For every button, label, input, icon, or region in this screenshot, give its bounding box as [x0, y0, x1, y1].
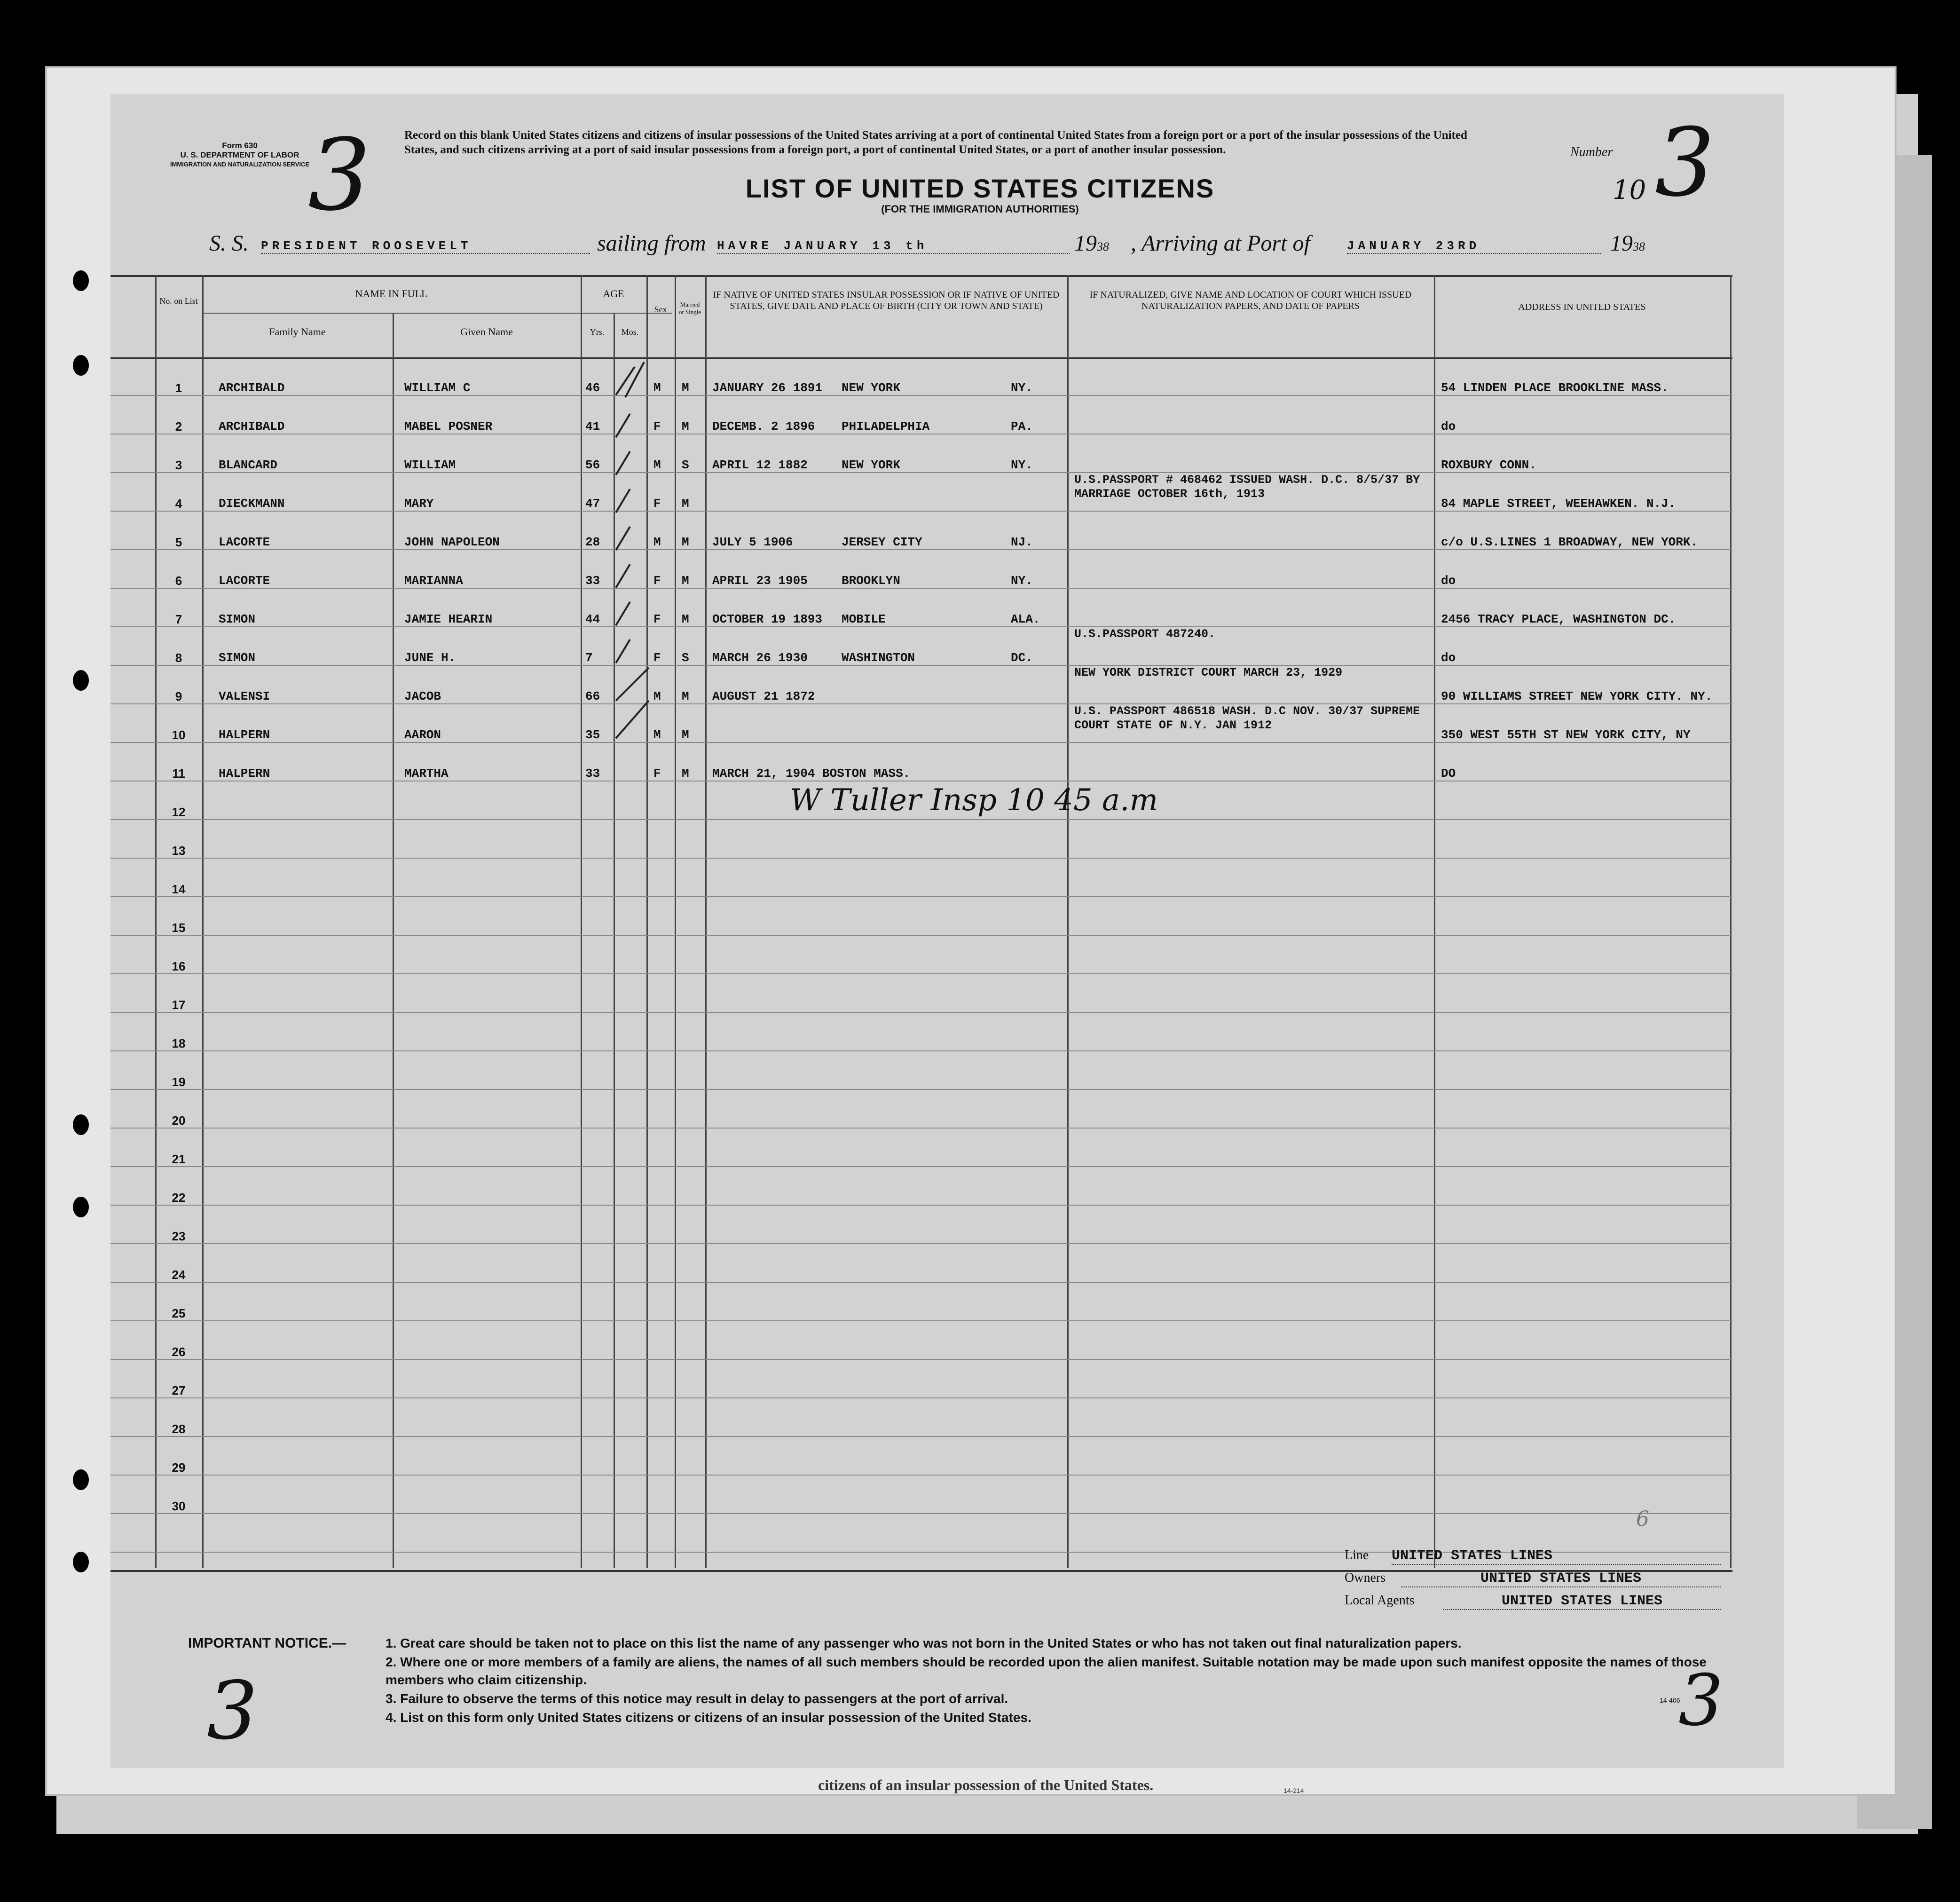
notice-item: 4. List on this form only United States citizens or citizens of an insular possession of the United States.: [386, 1710, 1031, 1725]
table-row: [0, 1220, 1960, 1258]
given-name: MABEL POSNER: [404, 419, 493, 434]
given-name: WILLIAM: [404, 458, 456, 472]
row-number: 10: [172, 728, 186, 742]
department: U. S. DEPARTMENT OF LABOR: [180, 150, 299, 159]
agents-value: UNITED STATES LINES: [1443, 1593, 1721, 1610]
birth-state: NY.: [1011, 574, 1033, 588]
line-field: [1345, 1548, 1725, 1563]
row-number: 15: [172, 921, 186, 935]
row-number: 14: [172, 882, 186, 896]
table-row: [0, 627, 1960, 680]
sex: F: [653, 419, 661, 434]
age-years: 47: [585, 497, 600, 511]
age-years: 35: [585, 728, 600, 742]
inspector-signature: W Tuller Insp 10 45 a.m: [790, 783, 1158, 818]
given-name: MARTHA: [404, 766, 449, 781]
table-row: [0, 1297, 1960, 1335]
sex: F: [653, 497, 661, 511]
birth-state: PA.: [1011, 419, 1033, 434]
table-row: [0, 603, 1960, 641]
table-row: [0, 873, 1960, 911]
family-name: DIECKMANN: [219, 497, 285, 511]
table-row: [0, 1490, 1960, 1528]
check-marks: [602, 353, 677, 785]
birth-city: MOBILE: [842, 612, 886, 626]
notice-item: 3. Failure to observe the terms of this notice may result in delay to passengers at the port of arrival.: [386, 1691, 1008, 1706]
table-row: [0, 911, 1960, 950]
birth-city: BROOKLYN: [842, 574, 900, 588]
line-value: UNITED STATES LINES: [1392, 1548, 1721, 1565]
ss-label: S. S.: [209, 231, 249, 256]
form-instructions: Record on this blank United States citizens and citizens of insular possessions of the United States arriving at a port of continental United States from a foreign port or a port of the insular possessions of the United States, and such citizens arriving at a port of said insular possessions from a foreign port, a port of continental United States, or a port of another insular possession.: [404, 129, 1467, 156]
birth-date: MARCH 26 1930: [712, 651, 808, 665]
birth-city: JERSEY CITY: [842, 535, 922, 549]
page-subtitle: (FOR THE IMMIGRATION AUTHORITIES): [881, 203, 1079, 215]
row-number: 19: [172, 1075, 186, 1089]
birth-city: PHILADELPHIA: [842, 419, 930, 434]
family-name: LACORTE: [219, 574, 270, 588]
address: 84 MAPLE STREET, WEEHAWKEN. N.J.: [1441, 497, 1676, 511]
year2: [1610, 230, 1645, 256]
table-row: [0, 564, 1960, 603]
family-name: ARCHIBALD: [219, 381, 285, 395]
table-row: [0, 1258, 1960, 1297]
family-name: SIMON: [219, 651, 256, 665]
header-divider: [110, 357, 1732, 359]
year1-prefix: 19: [1074, 231, 1097, 256]
address: do: [1441, 651, 1456, 665]
address: 2456 TRACY PLACE, WASHINGTON DC.: [1441, 612, 1676, 626]
owners-value: UNITED STATES LINES: [1401, 1571, 1721, 1587]
notice-item: 1. Great care should be taken not to place on this list the name of any passenger who was not born in the United States or who has not taken out final naturalization papers.: [386, 1636, 1462, 1650]
year1: [1074, 230, 1109, 256]
age-years: 56: [585, 458, 600, 472]
sex: F: [653, 574, 661, 588]
table-row: [0, 1374, 1960, 1413]
address: ROXBURY CONN.: [1441, 458, 1536, 472]
header-yrs: Yrs.: [590, 327, 605, 337]
naturalization-info: U.S. PASSPORT 486518 WASH. D.C NOV. 30/37 SUPREME COURT STATE OF N.Y. JAN 1912: [1074, 704, 1420, 732]
marital-status: M: [682, 612, 689, 626]
age-years: 28: [585, 535, 600, 549]
notice-list: [386, 1634, 1730, 1728]
row-number: 16: [172, 959, 186, 973]
number-sub: 10: [1613, 175, 1646, 205]
given-name: JAMIE HEARIN: [404, 612, 493, 626]
table-row: [0, 1143, 1960, 1181]
birth-state: NY.: [1011, 381, 1033, 395]
naturalization-info: U.S.PASSPORT # 468462 ISSUED WASH. D.C. 8/5/37 BY MARRIAGE OCTOBER 16th, 1913: [1074, 473, 1420, 501]
arrival-date: JANUARY 23RD: [1347, 239, 1601, 254]
family-name: VALENSI: [219, 689, 270, 703]
sex: F: [653, 651, 661, 665]
marital-status: M: [682, 574, 689, 588]
year1-suffix: 38: [1097, 240, 1109, 253]
row-number: 4: [175, 497, 182, 511]
row-number: 22: [172, 1191, 186, 1205]
row-number: 27: [172, 1383, 186, 1397]
table-row: [0, 473, 1960, 526]
form-number: Form 630: [222, 141, 258, 150]
table-row: [0, 704, 1960, 757]
row-number: 5: [175, 535, 182, 549]
birth-date: MARCH 21, 1904 BOSTON MASS.: [712, 766, 911, 781]
address: DO: [1441, 766, 1456, 781]
header-mos: Mos.: [621, 327, 639, 337]
birth-date: AUGUST 21 1872: [712, 689, 815, 703]
birth-date: DECEMB. 2 1896: [712, 419, 815, 434]
table-row: [0, 371, 1960, 410]
marital-status: M: [682, 535, 689, 549]
age-years: 44: [585, 612, 600, 626]
marital-status: M: [682, 689, 689, 703]
page-mark-bottom-right: 3: [1678, 1660, 1724, 1742]
birth-date: JULY 5 1906: [712, 535, 793, 549]
family-name: SIMON: [219, 612, 256, 626]
form-agency: [155, 141, 324, 169]
table-row: [0, 950, 1960, 988]
table-row: [0, 1104, 1960, 1143]
age-years: 7: [585, 651, 593, 665]
sex: M: [653, 535, 661, 549]
punch-hole: [73, 1552, 89, 1572]
table-row: [0, 834, 1960, 873]
table-row: [0, 1335, 1960, 1374]
family-name: HALPERN: [219, 766, 270, 781]
header-given-name: Given Name: [460, 326, 513, 338]
row-number: 12: [172, 805, 186, 819]
naturalization-info: U.S.PASSPORT 487240.: [1074, 627, 1216, 641]
age-years: 46: [585, 381, 600, 395]
row-number: 7: [175, 612, 182, 626]
header-age: AGE: [603, 288, 624, 300]
page-mark-bottom-left: 3: [207, 1665, 258, 1758]
page-mark-left: 3: [308, 118, 371, 233]
given-name: WILLIAM C: [404, 381, 471, 395]
given-name: JUNE H.: [404, 651, 456, 665]
number-label: Number: [1570, 145, 1613, 159]
age-years: 41: [585, 419, 600, 434]
row-number: 29: [172, 1460, 186, 1475]
page-title: LIST OF UNITED STATES CITIZENS: [745, 174, 1215, 203]
address: 90 WILLIAMS STREET NEW YORK CITY. NY.: [1441, 689, 1713, 703]
address: do: [1441, 574, 1456, 588]
row-number: 9: [175, 689, 182, 703]
age-years: 66: [585, 689, 600, 703]
header-name-in-full: NAME IN FULL: [355, 288, 428, 300]
underlying-code: 14-214: [1283, 1787, 1304, 1794]
header-address: ADDRESS IN UNITED STATES: [1518, 302, 1646, 312]
table-row: [0, 526, 1960, 564]
marital-status: M: [682, 728, 689, 742]
sailing-label: sailing from: [597, 231, 706, 256]
age-years: 33: [585, 574, 600, 588]
family-name: ARCHIBALD: [219, 419, 285, 434]
address: 54 LINDEN PLACE BROOKLINE MASS.: [1441, 381, 1669, 395]
header-naturalized: IF NATURALIZED, GIVE NAME AND LOCATION OF COURT WHICH ISSUED NATURALIZATION PAPERS, AND DATE OF PAPERS: [1089, 290, 1412, 311]
table-row: [0, 1451, 1960, 1490]
given-name: AARON: [404, 728, 441, 742]
notice-label: IMPORTANT NOTICE.—: [188, 1635, 346, 1651]
sex: M: [653, 728, 661, 742]
marital-status: M: [682, 419, 689, 434]
birth-city: NEW YORK: [842, 458, 900, 472]
given-name: MARY: [404, 497, 434, 511]
birth-date: APRIL 23 1905: [712, 574, 808, 588]
row-number: 13: [172, 844, 186, 858]
arriving-label: , Arriving at Port of: [1131, 231, 1310, 256]
table-row: [0, 1413, 1960, 1451]
header-no-on-list: No. on List: [159, 296, 198, 306]
row-number: 26: [172, 1345, 186, 1359]
birth-date: OCTOBER 19 1893: [712, 612, 823, 626]
sex: M: [653, 458, 661, 472]
address: do: [1441, 419, 1456, 434]
row-number: 6: [175, 574, 182, 588]
row-number: 30: [172, 1499, 186, 1513]
row-number: 2: [175, 419, 182, 434]
notice-item: 2. Where one or more members of a family are aliens, the names of all such members should be recorded upon the alien manifest. Suitable notation may be made upon such manifest opposite the names of those members who claim citizenship.: [386, 1655, 1707, 1687]
marital-status: M: [682, 381, 689, 395]
ship-name: PRESIDENT ROOSEVELT: [261, 239, 590, 254]
sex: M: [653, 689, 661, 703]
birth-city: NEW YORK: [842, 381, 900, 395]
address: 350 WEST 55TH ST NEW YORK CITY, NY: [1441, 728, 1691, 742]
row-number: 25: [172, 1306, 186, 1320]
agents-label: Local Agents: [1345, 1593, 1415, 1608]
family-name: HALPERN: [219, 728, 270, 742]
service: IMMIGRATION AND NATURALIZATION SERVICE: [170, 161, 310, 168]
year2-suffix: 38: [1633, 240, 1645, 253]
header-married-single: Married or Single: [678, 301, 701, 316]
underlying-text: citizens of an insular possession of the United States.: [818, 1776, 1154, 1793]
corner-mark: 6: [1636, 1507, 1649, 1531]
birth-state: NJ.: [1011, 535, 1033, 549]
given-name: JACOB: [404, 689, 441, 703]
table-row: [0, 666, 1960, 718]
row-number: 23: [172, 1229, 186, 1243]
birth-date: APRIL 12 1882: [712, 458, 808, 472]
naturalization-info: NEW YORK DISTRICT COURT MARCH 23, 1929: [1074, 666, 1343, 679]
sex: M: [653, 381, 661, 395]
header-family-name: Family Name: [269, 326, 326, 338]
marital-status: S: [682, 651, 689, 665]
marital-status: S: [682, 458, 689, 472]
row-number: 11: [172, 766, 185, 781]
sailing-from: HAVRE JANUARY 13 th: [717, 239, 1070, 254]
row-number: 28: [172, 1422, 186, 1436]
year2-prefix: 19: [1610, 231, 1633, 256]
row-number: 8: [175, 651, 182, 665]
header-sex: Sex: [654, 305, 667, 314]
owners-field: [1345, 1571, 1725, 1586]
header-birth: IF NATIVE OF UNITED STATES INSULAR POSSESSION OR IF NATIVE OF UNITED STATES, GIVE DATE AND PLACE OF BIRTH (CITY OR TOWN AND STATE): [713, 290, 1060, 311]
number-value: 3: [1655, 108, 1715, 218]
marital-status: M: [682, 497, 689, 511]
voyage-line: [209, 230, 1690, 259]
row-number: 3: [175, 458, 182, 472]
punch-hole: [73, 270, 89, 291]
sex: F: [653, 766, 661, 781]
agents-field: [1345, 1593, 1725, 1608]
birth-state: DC.: [1011, 651, 1033, 665]
birth-state: NY.: [1011, 458, 1033, 472]
form-code: 14-406: [1660, 1697, 1680, 1704]
marital-status: M: [682, 766, 689, 781]
row-number: 20: [172, 1113, 186, 1128]
family-name: BLANCARD: [219, 458, 277, 472]
row-number: 21: [172, 1152, 186, 1166]
table-row: [0, 988, 1960, 1027]
address: c/o U.S.LINES 1 BROADWAY, NEW YORK.: [1441, 535, 1698, 549]
birth-city: WASHINGTON: [842, 651, 915, 665]
table-row: [0, 449, 1960, 487]
owners-label: Owners: [1345, 1571, 1386, 1585]
given-name: MARIANNA: [404, 574, 463, 588]
birth-date: JANUARY 26 1891: [712, 381, 823, 395]
given-name: JOHN NAPOLEON: [404, 535, 500, 549]
table-row: [0, 1065, 1960, 1104]
row-number: 17: [172, 998, 186, 1012]
table-row: [0, 1181, 1960, 1220]
row-number: 1: [175, 381, 182, 395]
age-years: 33: [585, 766, 600, 781]
birth-state: ALA.: [1011, 612, 1040, 626]
table-row: [0, 410, 1960, 449]
line-label: Line: [1345, 1548, 1369, 1563]
row-number: 18: [172, 1036, 186, 1050]
family-name: LACORTE: [219, 535, 270, 549]
table-row: [0, 1027, 1960, 1065]
sex: F: [653, 612, 661, 626]
row-number: 24: [172, 1268, 186, 1282]
